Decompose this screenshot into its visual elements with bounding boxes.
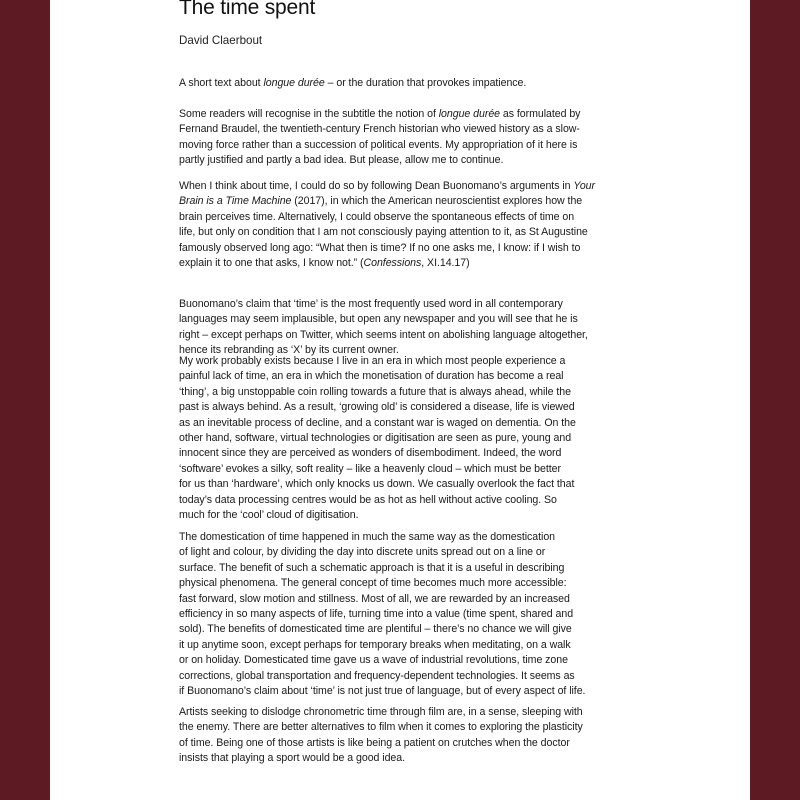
- text-line: [179, 705, 619, 720]
- text-segment: or on holiday. Domesticated time gave us a wave of industrial revolutions, time zone: [179, 654, 568, 667]
- paragraph-1: [179, 76, 619, 91]
- italic-text: Your: [573, 180, 595, 192]
- text-line: [179, 256, 619, 271]
- paragraph-4: [179, 297, 619, 359]
- text-segment: much for the ‘cool’ cloud of digitisation.: [179, 509, 359, 522]
- paragraph-5: [179, 354, 619, 523]
- text-segment: explain it to one that asks, I know not.” (: [179, 257, 364, 270]
- text-line: [179, 508, 619, 523]
- text-line: [179, 561, 619, 576]
- text-line: [179, 328, 619, 343]
- text-segment: right – except perhaps on Twitter, which seems intent on abolishing language altogether,: [179, 328, 588, 341]
- text-segment: partly justified and partly a bad idea. But please, allow me to continue.: [179, 154, 504, 167]
- text-segment: as an inevitable process of decline, and a constant war is waged on dementia. On the: [179, 416, 576, 429]
- text-segment: other hand, software, virtual technologies or digitisation are seen as pure, young and: [179, 432, 572, 445]
- text-line: [179, 653, 619, 668]
- text-segment: for us than ‘hardware’, which only knocks us down. We casually overlook the fact that: [179, 478, 575, 491]
- text-line: [179, 369, 619, 384]
- text-line: [179, 446, 619, 461]
- text-line: [179, 477, 619, 492]
- text-segment: surface. The benefit of such a schematic approach is that it is a useful in describing: [179, 561, 565, 574]
- text-segment: ‘software’ evokes a silky, soft reality – like a heavenly cloud – which must be better: [179, 462, 561, 475]
- text-line: [179, 194, 619, 209]
- text-line: [179, 122, 619, 137]
- text-segment: today’s data processing centres would be as hot as hell without active cooling. So: [179, 493, 557, 506]
- text-segment: Artists seeking to dislodge chronometric time through film are, in a sense, sleeping with: [179, 706, 583, 718]
- text-line: [179, 736, 619, 751]
- text-line: [179, 297, 619, 312]
- text-line: [179, 669, 619, 684]
- text-line: [179, 622, 619, 637]
- text-line: [179, 225, 619, 240]
- text-segment: Buonomano’s claim that ‘time’ is the most frequently used word in all contemporary: [179, 298, 563, 310]
- text-line: [179, 751, 619, 766]
- text-line: [179, 493, 619, 508]
- text-segment: physical phenomena. The general concept of time becomes much more accessible:: [179, 577, 567, 590]
- text-line: [179, 107, 619, 122]
- italic-text: Brain is a Time Machine: [179, 195, 292, 208]
- text-segment: insists that playing a sport would be a good idea.: [179, 752, 406, 765]
- text-line: [179, 431, 619, 446]
- text-segment: – or the duration that provokes impatience.: [324, 77, 527, 89]
- paragraph-3: [179, 179, 619, 271]
- text-segment: if Buonomano’s claim about ‘time’ is not just true of language, but of every aspect of life.: [179, 685, 586, 698]
- text-segment: the enemy. There are better alternatives to film when it comes to exploring the plasticity: [179, 721, 583, 734]
- text-segment: When I think about time, I could do so by following Dean Buonomano’s arguments in: [179, 180, 574, 192]
- text-line: [179, 312, 619, 327]
- italic-text: longue durée: [438, 108, 501, 120]
- italic-text: Confessions: [363, 257, 422, 270]
- page-title: The time spent: [179, 0, 316, 19]
- text-line: [179, 385, 619, 400]
- text-segment: ‘thing’, a big unstoppable coin rolling towards a future that is always ahead, while the: [179, 385, 571, 398]
- text-line: [179, 638, 619, 653]
- text-segment: brain perceives time. Alternatively, I could observe the spontaneous effects of time on: [179, 210, 575, 223]
- text-segment: Some readers will recognise in the subtitle the notion of: [179, 108, 439, 120]
- text-segment: corrections, global transportation and frequency-dependent technologies. It seems as: [179, 669, 575, 682]
- text-line: [179, 576, 619, 591]
- text-segment: life, but only on condition that I am not consciously paying attention to it, as St Augustine: [179, 226, 588, 239]
- text-segment: innocent since they are perceived as wonders of disembodiment. Indeed, the word: [179, 447, 562, 460]
- text-segment: of light and colour, by dividing the day into discrete units spread out on a line or: [179, 546, 546, 559]
- text-segment: moving force rather than a succession of political events. My appropriation of it here is: [179, 138, 578, 151]
- text-segment: painful lack of time, an era in which the monetisation of duration has become a real: [179, 370, 564, 383]
- text-segment: past is always behind. As a result, ‘growing old’ is considered a disease, life is viewed: [179, 401, 575, 414]
- paragraph-2: [179, 107, 619, 169]
- text-segment: fast forward, slow motion and stillness. Most of all, we are rewarded by an increased: [179, 592, 570, 605]
- text-segment: A short text about: [179, 77, 264, 89]
- text-segment: (2017), in which the American neuroscientist explores how the: [291, 195, 583, 208]
- text-line: [179, 354, 619, 369]
- text-segment: My work probably exists because I live in an era in which most people experience a: [179, 355, 566, 367]
- text-line: [179, 607, 619, 622]
- text-segment: The domestication of time happened in much the same way as the domestication: [179, 531, 556, 543]
- paragraph-6: [179, 530, 619, 699]
- text-segment: famously observed long ago: “What then is time? If no one asks me, I know: if I wish to: [179, 241, 581, 254]
- text-line: [179, 462, 619, 477]
- text-segment: of time. Being one of those artists is like being a patient on crutches when the doctor: [179, 736, 570, 749]
- paragraph-7: [179, 705, 619, 767]
- text-line: [179, 530, 619, 545]
- text-line: [179, 545, 619, 560]
- text-segment: it up anytime soon, except perhaps for temporary breaks when meditating, on a walk: [179, 638, 571, 651]
- text-line: [179, 153, 619, 168]
- text-segment: as formulated by: [500, 108, 581, 120]
- text-line: [179, 138, 619, 153]
- text-line: [179, 416, 619, 431]
- author-name: David Claerbout: [179, 34, 263, 47]
- text-segment: Fernand Braudel, the twentieth-century French historian who viewed history as a slow-: [179, 123, 580, 136]
- text-line: [179, 179, 619, 194]
- text-segment: efficiency in so many aspects of life, turning time into a value (time spent, shared and: [179, 608, 574, 621]
- text-line: [179, 592, 619, 607]
- text-segment: sold). The benefits of domesticated time are plentiful – there’s no chance we will give: [179, 623, 572, 636]
- text-line: [179, 241, 619, 256]
- text-line: [179, 76, 619, 91]
- text-segment: languages may seem implausible, but open any newspaper and you will see that he is: [179, 313, 578, 326]
- italic-text: longue durée: [263, 77, 325, 89]
- text-segment: , XI.14.17): [421, 257, 470, 270]
- document-page: [50, 0, 750, 800]
- text-segment: hence its rebranding as ‘X’ by its current owner.: [179, 344, 399, 357]
- text-line: [179, 720, 619, 735]
- text-line: [179, 684, 619, 699]
- text-line: [179, 210, 619, 225]
- text-line: [179, 400, 619, 415]
